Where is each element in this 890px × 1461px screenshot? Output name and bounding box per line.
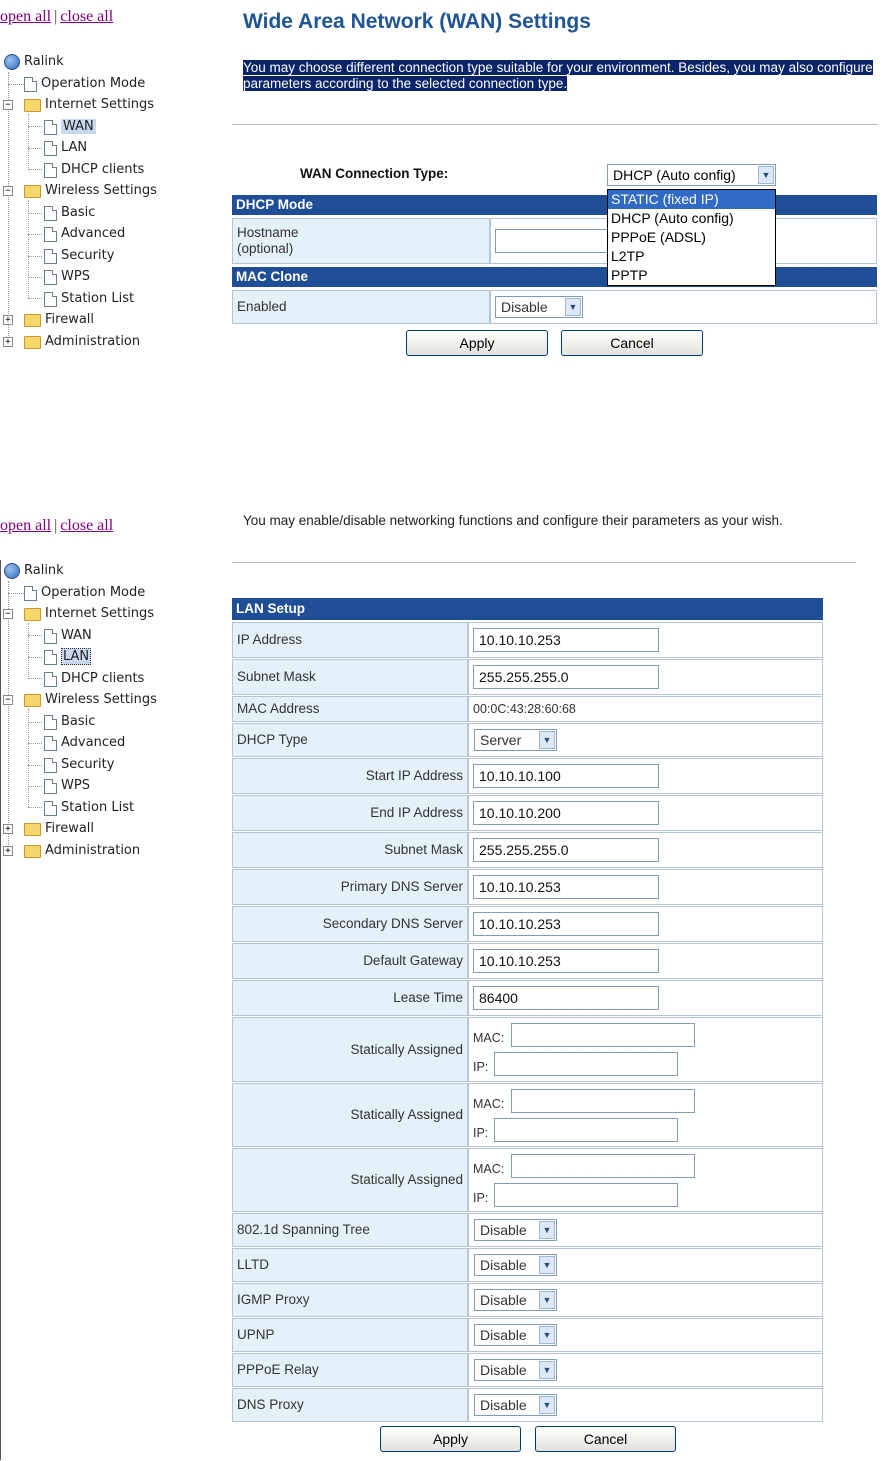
- tree-root-ralink[interactable]: Ralink: [4, 561, 64, 581]
- upnp-label-cell: UPNP: [232, 1318, 468, 1352]
- nav-tree-wan-screen: [0, 8, 215, 353]
- collapse-icon[interactable]: −: [3, 186, 13, 196]
- close-all-link[interactable]: close all: [60, 517, 114, 534]
- static-assign-2-label-cell: Statically Assigned: [232, 1083, 468, 1147]
- tree-item-lan[interactable]: LAN: [44, 138, 87, 158]
- subnet-mask-label-cell: Subnet Mask: [232, 659, 468, 695]
- secondary-dns-input[interactable]: 10.10.10.253: [473, 912, 659, 936]
- expand-icon[interactable]: +: [3, 315, 13, 325]
- wan-connection-type-options: [607, 189, 776, 286]
- ip-address-label-cell: IP Address: [232, 622, 468, 658]
- start-ip-value-cell: [468, 758, 823, 794]
- hostname-label-cell: Hostname (optional): [232, 218, 490, 264]
- dhcp-type-select[interactable]: Server ▼: [474, 729, 557, 751]
- tree-root-ralink[interactable]: Ralink: [4, 52, 64, 72]
- static-3-mac-input[interactable]: [511, 1154, 695, 1178]
- tree-item-wps[interactable]: WPS: [44, 267, 90, 287]
- option-l2tp[interactable]: L2TP: [611, 248, 645, 264]
- tree-folder-wireless-settings[interactable]: Wireless Settings: [24, 690, 157, 710]
- folder-icon: [24, 314, 41, 327]
- chevron-down-icon: ▼: [539, 1256, 555, 1274]
- subnet-mask-value-cell: [468, 659, 823, 695]
- gateway-value-cell: [468, 943, 823, 979]
- stp-value-cell: [468, 1213, 823, 1247]
- wan-cancel-button[interactable]: Cancel: [561, 330, 703, 356]
- static-assign-1-label-cell: Statically Assigned: [232, 1017, 468, 1082]
- end-ip-input[interactable]: 10.10.10.200: [473, 801, 659, 825]
- dhcp-subnet-value-cell: [468, 832, 823, 868]
- gateway-input[interactable]: 10.10.10.253: [473, 949, 659, 973]
- tree-item-security[interactable]: Security: [44, 246, 114, 266]
- page-icon: [44, 141, 57, 156]
- dhcp-mode-header: DHCP Mode: [232, 195, 877, 215]
- chevron-down-icon: ▼: [539, 1291, 555, 1309]
- collapse-icon[interactable]: −: [3, 100, 13, 110]
- tree-folder-administration[interactable]: Administration: [24, 841, 140, 861]
- page-icon: [44, 758, 57, 773]
- tree-folder-internet-settings[interactable]: Internet Settings: [24, 95, 154, 115]
- secondary-dns-value-cell: [468, 906, 823, 942]
- page-icon: [44, 779, 57, 794]
- folder-open-icon: [24, 185, 41, 198]
- lan-setup-header: LAN Setup: [232, 598, 823, 620]
- chevron-down-icon: ▼: [539, 731, 555, 749]
- option-pptp[interactable]: PPTP: [611, 267, 648, 283]
- tree-item-advanced[interactable]: Advanced: [44, 224, 125, 244]
- pppoe-relay-select[interactable]: Disable ▼: [474, 1359, 557, 1381]
- mac-clone-enabled-select[interactable]: Disable ▼: [495, 296, 583, 318]
- expand-icon[interactable]: +: [3, 337, 13, 347]
- tree-item-operation-mode[interactable]: Operation Mode: [24, 583, 145, 603]
- tree-item-basic[interactable]: Basic: [44, 203, 95, 223]
- tree-item-security[interactable]: Security: [44, 755, 114, 775]
- option-static[interactable]: STATIC (fixed IP): [608, 190, 775, 209]
- pppoe-relay-value-cell: [468, 1353, 823, 1387]
- dhcp-type-label-cell: DHCP Type: [232, 723, 468, 757]
- page-icon: [44, 736, 57, 751]
- end-ip-label-cell: End IP Address: [232, 795, 468, 831]
- nav-tree-lan-screen: [0, 517, 215, 862]
- start-ip-label-cell: Start IP Address: [232, 758, 468, 794]
- mac-clone-header: MAC Clone: [232, 267, 877, 287]
- collapse-icon[interactable]: −: [3, 609, 13, 619]
- tree-item-operation-mode[interactable]: Operation Mode: [24, 74, 145, 94]
- tree-expand-links: open all | close all: [0, 8, 114, 25]
- lease-time-input[interactable]: 86400: [473, 986, 659, 1010]
- static-1-ip-input[interactable]: [494, 1052, 678, 1076]
- tree-folder-firewall[interactable]: Firewall: [24, 310, 94, 330]
- page-icon: [24, 77, 37, 92]
- collapse-icon[interactable]: −: [3, 695, 13, 705]
- primary-dns-value-cell: [468, 869, 823, 905]
- upnp-value-cell: [468, 1318, 823, 1352]
- lan-cancel-button[interactable]: Cancel: [535, 1426, 676, 1452]
- page-icon: [44, 120, 57, 135]
- igmp-proxy-select[interactable]: Disable ▼: [474, 1289, 557, 1311]
- lease-time-label-cell: Lease Time: [232, 980, 468, 1016]
- subnet-mask-input[interactable]: 255.255.255.0: [473, 665, 659, 689]
- static-assign-3-label-cell: Statically Assigned: [232, 1148, 468, 1212]
- stp-select[interactable]: Disable ▼: [474, 1219, 557, 1241]
- static-assign-1-value-cell: MAC: IP:: [468, 1017, 823, 1082]
- tree-folder-wireless-settings[interactable]: Wireless Settings: [24, 181, 157, 201]
- folder-open-icon: [24, 99, 41, 112]
- lltd-label-cell: LLTD: [232, 1248, 468, 1282]
- upnp-select[interactable]: Disable ▼: [474, 1324, 557, 1346]
- dns-proxy-select[interactable]: Disable ▼: [474, 1394, 557, 1416]
- page-icon: [24, 586, 37, 601]
- wan-description: You may choose different connection type suitable for your environment. Besides, you may also configure parameters according to the selected connection type.: [243, 60, 873, 91]
- tree-item-basic[interactable]: Basic: [44, 712, 95, 732]
- chevron-down-icon: ▼: [539, 1396, 555, 1414]
- page-title: Wide Area Network (WAN) Settings: [243, 10, 591, 33]
- igmp-proxy-label-cell: IGMP Proxy: [232, 1283, 468, 1317]
- tree-item-lan[interactable]: LAN: [44, 647, 91, 667]
- igmp-proxy-value-cell: [468, 1283, 823, 1317]
- page-icon: [44, 270, 57, 285]
- page-icon: [44, 227, 57, 242]
- mac-clone-enabled-value-cell: [490, 290, 877, 324]
- secondary-dns-label-cell: Secondary DNS Server: [232, 906, 468, 942]
- static-2-mac-input[interactable]: [511, 1089, 695, 1113]
- page-icon: [44, 650, 57, 665]
- wan-connection-type-select[interactable]: DHCP (Auto config) ▼: [607, 164, 776, 186]
- folder-open-icon: [24, 694, 41, 707]
- page-icon: [44, 206, 57, 221]
- tree-item-wps[interactable]: WPS: [44, 776, 90, 796]
- static-assign-2-value-cell: MAC: IP:: [468, 1083, 823, 1147]
- wan-connection-type-label: WAN Connection Type:: [300, 166, 449, 181]
- mac-address-label-cell: MAC Address: [232, 696, 468, 722]
- pppoe-relay-label-cell: PPPoE Relay: [232, 1353, 468, 1387]
- tree-item-wan[interactable]: WAN: [44, 626, 92, 646]
- wan-apply-button[interactable]: Apply: [406, 330, 548, 356]
- lltd-select[interactable]: Disable ▼: [474, 1254, 557, 1276]
- divider: [232, 124, 878, 125]
- frame-border: [0, 560, 1, 1460]
- tree-folder-administration[interactable]: Administration: [24, 332, 140, 352]
- page-icon: [44, 163, 57, 178]
- dns-proxy-label-cell: DNS Proxy: [232, 1388, 468, 1422]
- primary-dns-input[interactable]: 10.10.10.253: [473, 875, 659, 899]
- globe-icon: [4, 54, 20, 70]
- gateway-label-cell: Default Gateway: [232, 943, 468, 979]
- page-icon: [44, 292, 57, 307]
- static-2-ip-input[interactable]: [494, 1118, 678, 1142]
- option-pppoe[interactable]: PPPoE (ADSL): [611, 229, 706, 245]
- folder-icon: [24, 823, 41, 836]
- tree-item-station-list[interactable]: Station List: [44, 798, 134, 818]
- folder-icon: [24, 845, 41, 858]
- stp-label-cell: 802.1d Spanning Tree: [232, 1213, 468, 1247]
- folder-icon: [24, 336, 41, 349]
- lan-description: You may enable/disable networking functions and configure their parameters as your wish.: [243, 513, 783, 528]
- tree-folder-firewall[interactable]: Firewall: [24, 819, 94, 839]
- expand-icon[interactable]: +: [3, 846, 13, 856]
- tree-expand-links: open all | close all: [0, 517, 114, 534]
- close-all-link[interactable]: close all: [60, 8, 114, 25]
- dhcp-subnet-label-cell: Subnet Mask: [232, 832, 468, 868]
- tree-item-wan[interactable]: WAN: [44, 117, 96, 137]
- tree-item-dhcp-clients[interactable]: DHCP clients: [44, 669, 144, 689]
- primary-dns-label-cell: Primary DNS Server: [232, 869, 468, 905]
- mac-clone-enabled-label-cell: Enabled: [232, 290, 490, 324]
- mac-address-value: 00:0C:43:28:60:68: [473, 702, 576, 716]
- lan-apply-button[interactable]: Apply: [380, 1426, 521, 1452]
- chevron-down-icon: ▼: [565, 298, 581, 316]
- page-icon: [44, 672, 57, 687]
- page-icon: [44, 801, 57, 816]
- static-assign-3-value-cell: MAC: IP:: [468, 1148, 823, 1212]
- chevron-down-icon: ▼: [539, 1221, 555, 1239]
- static-3-ip-input[interactable]: [494, 1183, 678, 1207]
- page-icon: [44, 249, 57, 264]
- static-1-mac-input[interactable]: [511, 1023, 695, 1047]
- tree-item-station-list[interactable]: Station List: [44, 289, 134, 309]
- dns-proxy-value-cell: [468, 1388, 823, 1422]
- lease-time-value-cell: [468, 980, 823, 1016]
- option-dhcp[interactable]: DHCP (Auto config): [611, 210, 734, 226]
- tree-folder-internet-settings[interactable]: Internet Settings: [24, 604, 154, 624]
- mac-address-value-cell: [468, 696, 823, 722]
- page-icon: [44, 629, 57, 644]
- open-all-link[interactable]: open all: [0, 8, 52, 25]
- tree-item-advanced[interactable]: Advanced: [44, 733, 125, 753]
- open-all-link[interactable]: open all: [0, 517, 52, 534]
- chevron-down-icon: ▼: [539, 1326, 555, 1344]
- end-ip-value-cell: [468, 795, 823, 831]
- globe-icon: [4, 563, 20, 579]
- tree-item-dhcp-clients[interactable]: DHCP clients: [44, 160, 144, 180]
- dhcp-type-value-cell: [468, 723, 823, 757]
- ip-address-input[interactable]: 10.10.10.253: [473, 628, 659, 652]
- start-ip-input[interactable]: 10.10.10.100: [473, 764, 659, 788]
- chevron-down-icon: ▼: [758, 166, 774, 184]
- dhcp-subnet-input[interactable]: 255.255.255.0: [473, 838, 659, 862]
- lltd-value-cell: [468, 1248, 823, 1282]
- expand-icon[interactable]: +: [3, 824, 13, 834]
- folder-open-icon: [24, 608, 41, 621]
- divider: [232, 562, 856, 563]
- chevron-down-icon: ▼: [539, 1361, 555, 1379]
- ip-address-value-cell: [468, 622, 823, 658]
- page-icon: [44, 715, 57, 730]
